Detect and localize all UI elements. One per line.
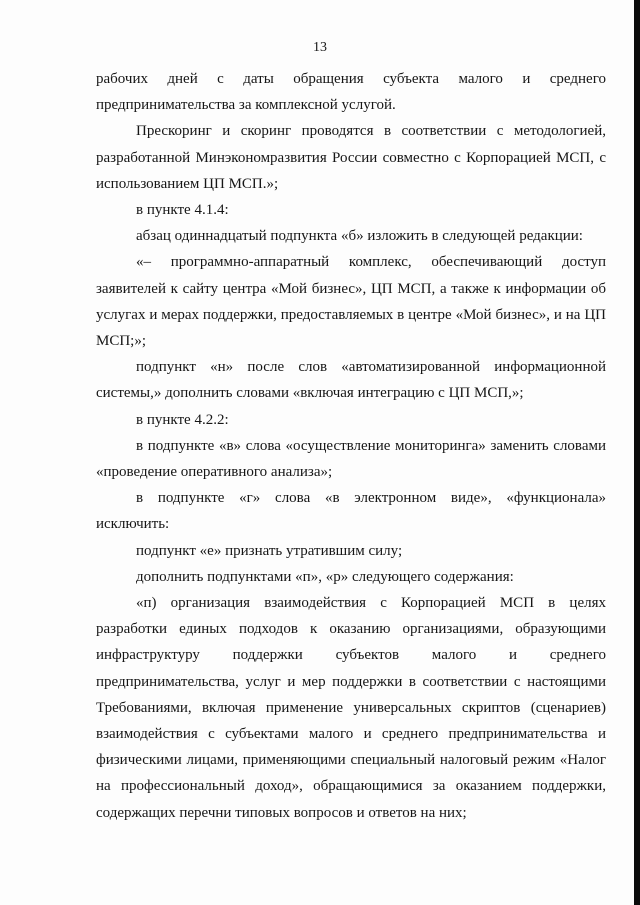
- paragraph-item-4-1-4: в пункте 4.1.4:: [136, 202, 229, 219]
- paragraph-prescoring: Прескоринг и скоринг проводятся в соответствии с методологией, разработанной Минэкономразвития России совместно с Корпорацией МСП, с использованием ЦП МСП.»;: [96, 123, 606, 192]
- paragraph-item-4-2-2: в пункте 4.2.2:: [136, 411, 229, 428]
- scan-edge: [634, 0, 640, 905]
- document-body: [96, 66, 606, 826]
- paragraph-subitem-g: в подпункте «г» слова «в электронном виде», «функционала» исключить:: [96, 490, 606, 533]
- paragraph-subitem-v: в подпункте «в» слова «осуществление мониторинга» заменить словами «проведение оперативного анализа»;: [96, 437, 606, 481]
- paragraph-add-subitems: дополнить подпунктами «п», «р» следующего содержания:: [136, 568, 514, 585]
- paragraph-subitem-b: абзац одиннадцатый подпункта «б» изложить в следующей редакции:: [136, 228, 583, 245]
- page-number: 13: [313, 40, 327, 55]
- paragraph-subitem-n: подпункт «н» после слов «автоматизированной информационной системы,» дополнить словами «включая интеграцию с ЦП МСП,»;: [96, 359, 606, 402]
- paragraph-continuation: рабочих дней с даты обращения субъекта малого и среднего предпринимательства за комплексной услугой.: [96, 71, 606, 114]
- paragraph-subitem-e: подпункт «е» признать утратившим силу;: [136, 542, 403, 559]
- paragraph-software-hardware: «– программно-аппаратный комплекс, обеспечивающий доступ заявителей к сайту центра «Мой бизнес», ЦП МСП, а также к информации об услугах и мерах поддержки, предоставляемых в центре «Мой бизнес», и на ЦП МСП;»;: [96, 254, 606, 350]
- paragraph-subitem-p: «п) организация взаимодействия с Корпорацией МСП в целях разработки единых подходов к оказанию организациями, образующими инфраструктуру поддержки субъектов малого и среднего предпринимательства, услуг и мер поддержки в соответствии с настоящими Требованиями, включая применение универсальных скриптов (сценариев) взаимодействия с субъектами малого и среднего предпринимательства и физическими лицами, применяющими специальный налоговый режим «Налог на профессиональный доход», обращающимися за оказанием поддержки, содержащих перечни типовых вопросов и ответов на них;: [96, 595, 606, 821]
